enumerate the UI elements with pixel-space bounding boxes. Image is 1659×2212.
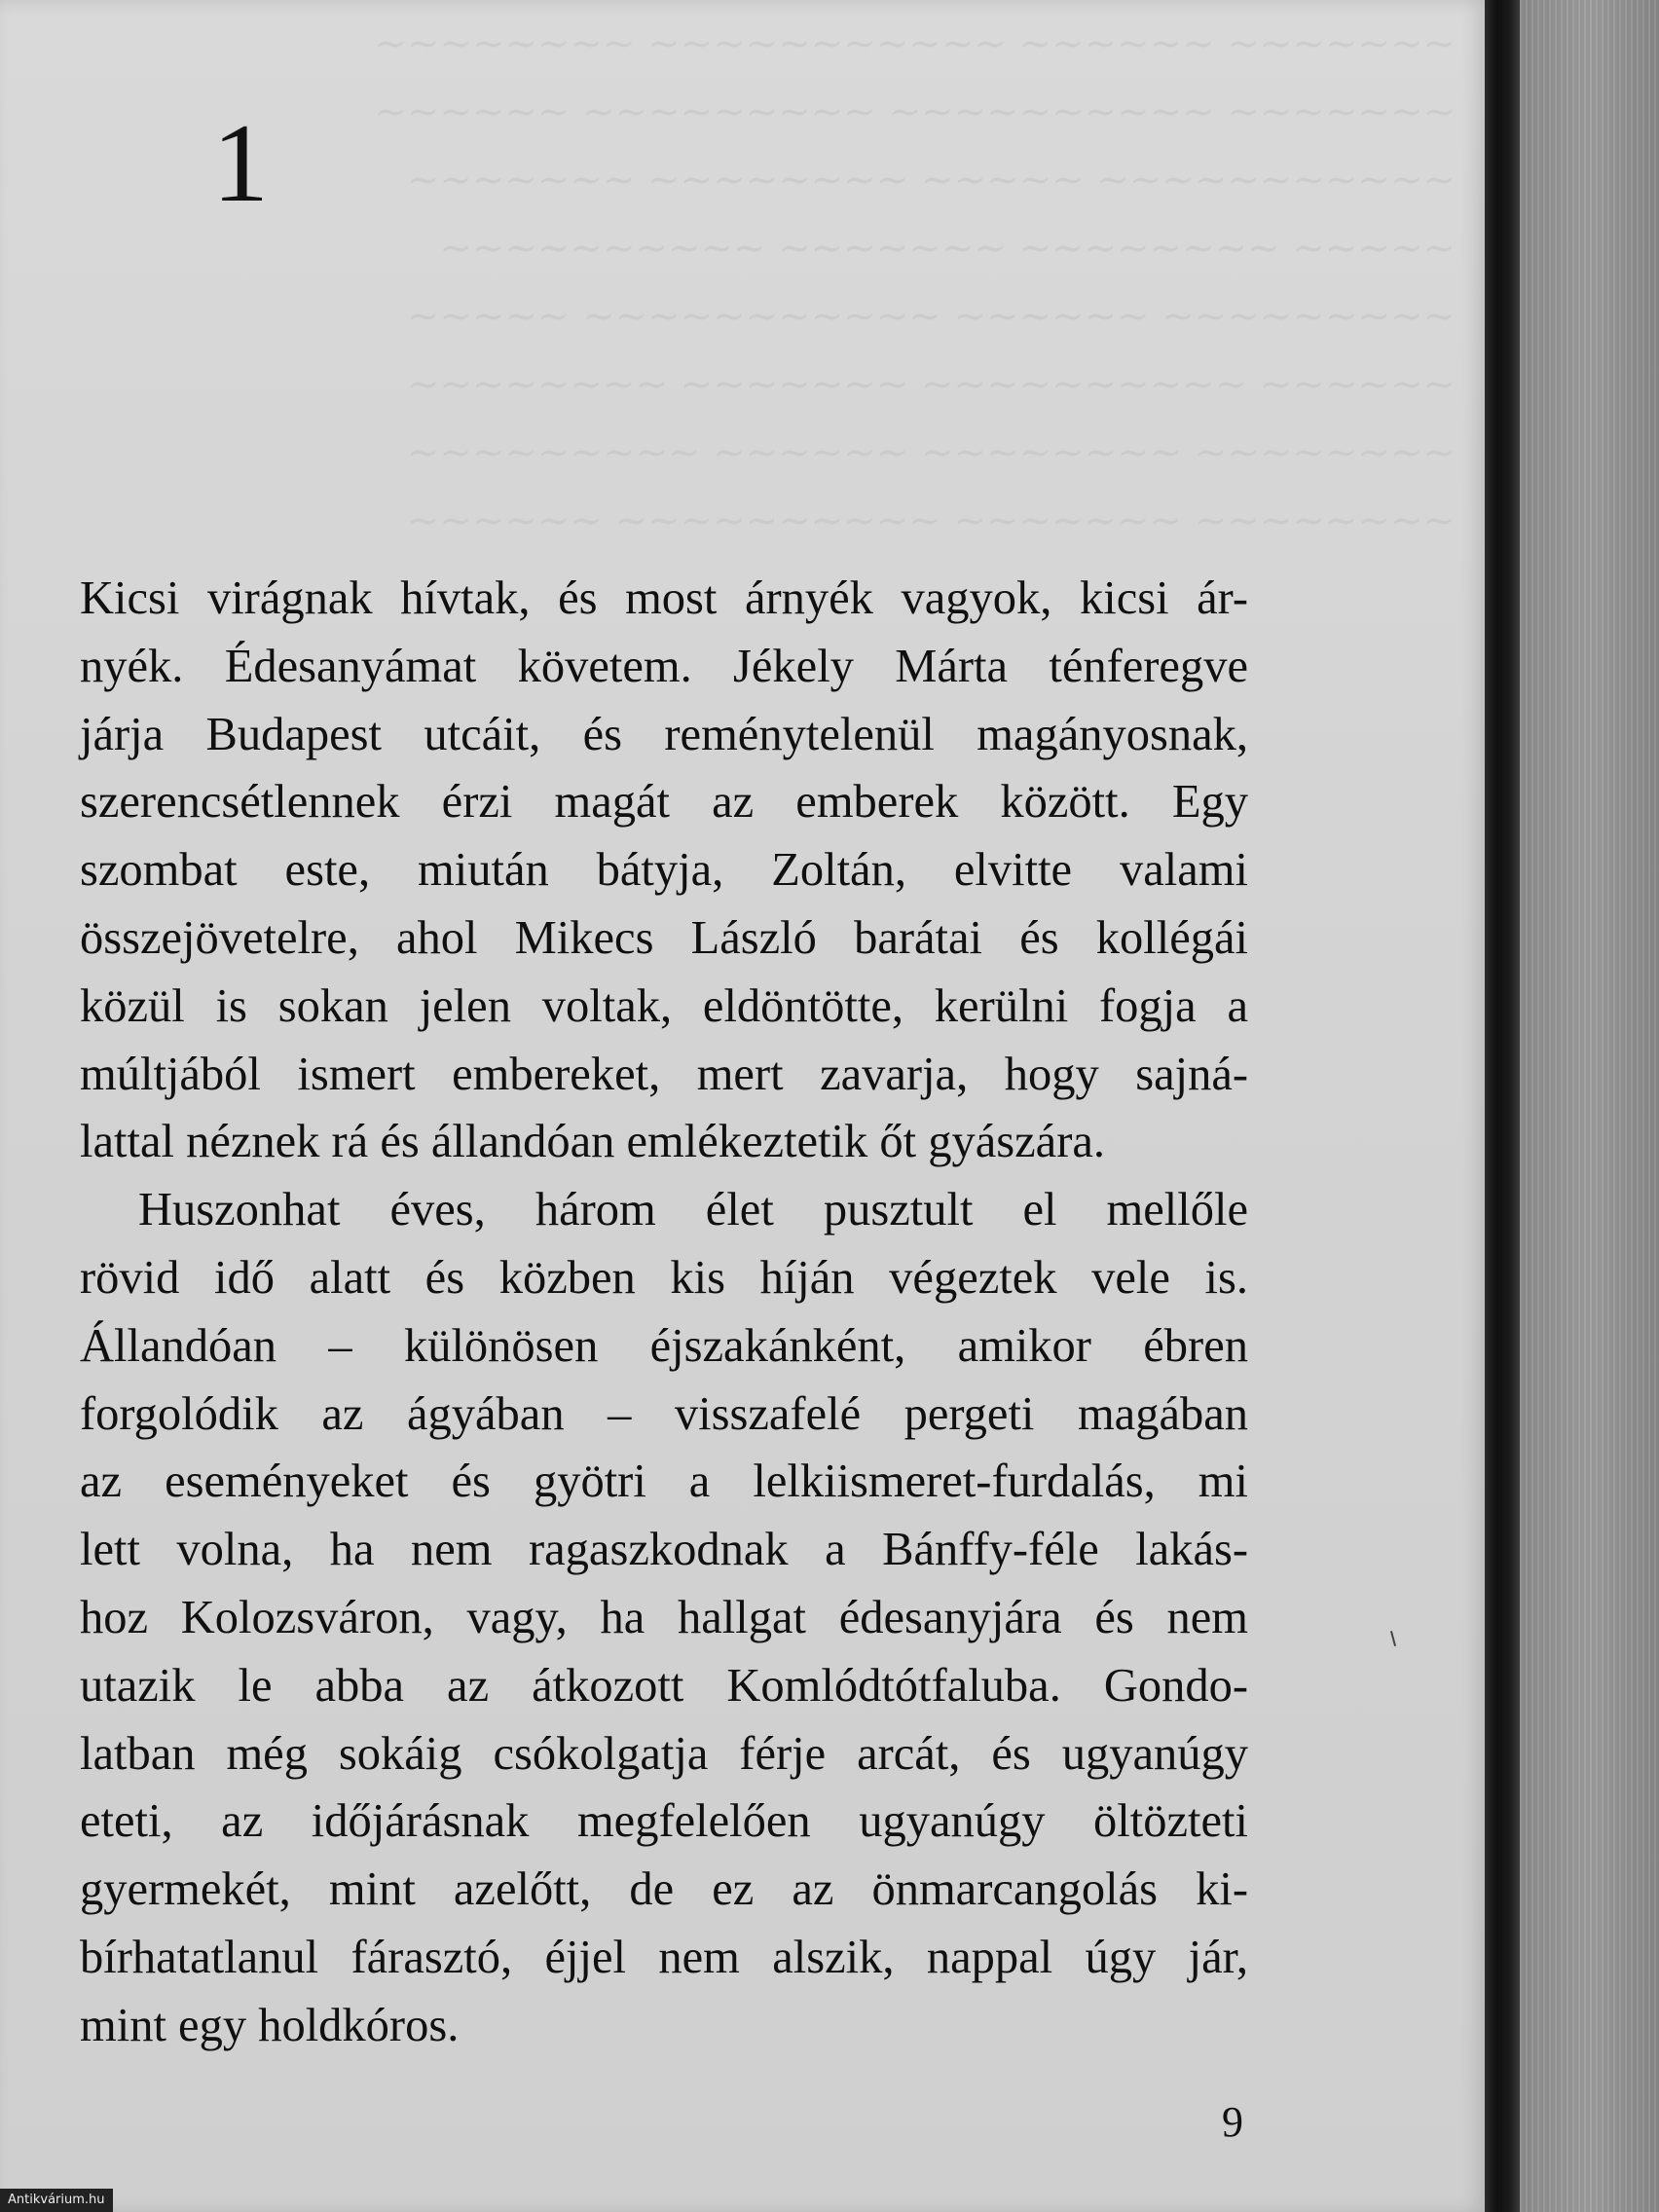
text-line: rövid idő alatt és közben kis híján végeztek vele is. (80, 1251, 1248, 1304)
text-line: latban még sokáig csókolgatja férje arcát, és ugyanúgy (80, 1727, 1248, 1780)
text-line: utazik le abba az átkozott Komlódtótfaluba. Gondo- (80, 1659, 1248, 1712)
text-line: Huszonhat éves, három élet pusztult el mellőle (138, 1184, 1248, 1236)
text-line: lattal néznek rá és állandóan emlékeztetik őt gyászára. (80, 1116, 1106, 1168)
watermark-label: Antikvárium.hu (0, 2189, 113, 2212)
text-line: összejövetelre, ahol Mikecs László barátai és kollégái (80, 911, 1248, 964)
chapter-body-text (80, 565, 1248, 2060)
text-line: Kicsi virágnak hívtak, és most árnyék vagyok, kicsi ár- (80, 572, 1248, 624)
text-line: közül is sokan jelen voltak, eldöntötte, kerülni fogja a (80, 979, 1248, 1032)
text-line: Állandóan – különösen éjszakánként, amikor ébren (80, 1319, 1248, 1372)
chapter-number: 1 (212, 101, 269, 226)
backdrop-surface (1520, 0, 1659, 2212)
text-line: nyék. Édesanyámat követem. Jékely Márta ténferegve (80, 640, 1248, 692)
page-edge-shadow (1485, 0, 1520, 2212)
dust-speck (1390, 1631, 1396, 1646)
text-line: hoz Kolozsváron, vagy, ha hallgat édesanyjára és nem (80, 1591, 1248, 1643)
text-line: eteti, az időjárásnak megfelelően ugyanúgy öltözteti (80, 1795, 1248, 1848)
text-line: gyermekét, mint azelőtt, de ez az önmarcangolás ki- (80, 1863, 1248, 1916)
show-through-text: ~~~~~~~~ ~~~~~~~~~~~ ~~~~~~ ~~~~~~~ ~~~~~~ ~~~~~~~~~ ~~~~~~~~~~ ~~~~~~~ ~~~~~~~ ~~~~~~~~ ~~~~~ ~~~~~~~~~~~ ~~~~~~~~~~ ~~~~~~~ ~~~~~~~~ ~~~~~ ~~~~~ ~~~~~~~~~~~ ~~~~~~ ~~~~~~~~~ ~~~~~~~~ ~~~~~~~ ~~~~~~~~~~ ~~~~~~ ~~~~~~~~~ ~~~~~~ ~~~~~~~~ ~~~~~~~~ ~~~~~~ ~~~~~~~~~~ ~~~~~~~ ~~~~~~~~ (374, 21, 1456, 543)
text-line: az eseményeket és gyötri a lelkiismeret-furdalás, mi (80, 1456, 1248, 1508)
text-line: szombat este, miután bátyja, Zoltán, elvitte valami (80, 844, 1248, 897)
text-line: járja Budapest utcáit, és reménytelenül magányosnak, (80, 708, 1248, 760)
text-line: múltjából ismert embereket, mert zavarja, hogy sajná- (80, 1048, 1248, 1100)
text-line: lett volna, ha nem ragaszkodnak a Bánffy-féle lakás- (80, 1524, 1248, 1576)
text-line: szerencsétlennek érzi magát az emberek között. Egy (80, 776, 1248, 829)
page-number: 9 (1222, 2098, 1243, 2146)
text-line: forgolódik az ágyában – visszafelé pergeti magában (80, 1387, 1248, 1440)
text-line: bírhatatlanul fárasztó, éjjel nem alszik, nappal úgy jár, (80, 1931, 1248, 1983)
text-line: mint egy holdkóros. (80, 1999, 460, 2051)
